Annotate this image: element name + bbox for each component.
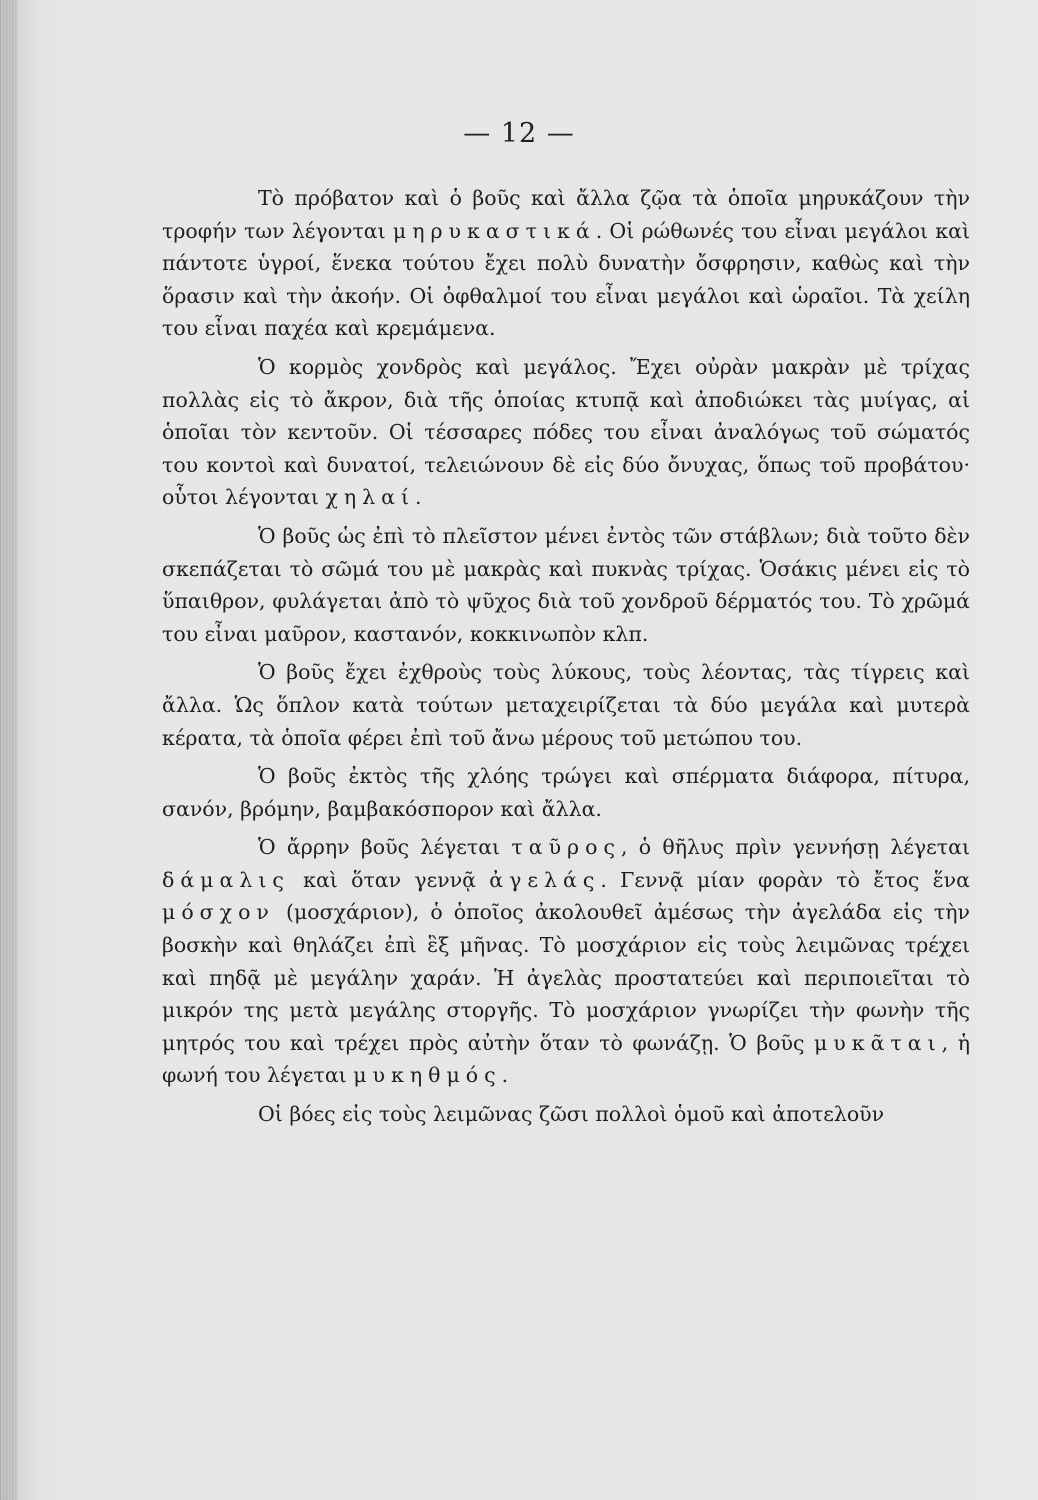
text-run: Ὁ βοῦς ἔχει ἐχθροὺς τοὺς λύκους, τοὺς λέοντας, τὰς τίγρεις καὶ ἄλλα. Ὡς ὅπλον κατὰ τούτων μεταχειρίζεται τὰ δύο μεγάλα καὶ μυτερὰ κέρατα, τὰ ὁποῖα φέρει ἐπὶ τοῦ ἄνω μέρους τοῦ μετώπου του. <box>162 660 970 750</box>
text-run: Οἱ βόες εἰς τοὺς λειμῶνας ζῶσι πολλοὶ ὁμοῦ καὶ ἀποτελοῦν <box>258 1102 885 1127</box>
page-number: — 12 — <box>463 118 575 149</box>
emphasized-term: δάμαλις <box>162 867 290 892</box>
text-run: . <box>415 485 422 510</box>
paragraph <box>162 520 970 650</box>
paragraph <box>162 1098 970 1131</box>
emphasized-term: ταῦρος <box>511 835 621 860</box>
text-run: Ὁ βοῦς ἐκτὸς τῆς χλόης τρώγει καὶ σπέρματα διάφορα, πίτυρα, σανόν, βρόμην, βαμβακόσπορον καὶ ἄλλα. <box>162 764 970 821</box>
emphasized-term: μηρυκαστικά <box>392 218 596 243</box>
text-run: Τὸ πρόβατον καὶ ὁ βοῦς καὶ ἄλλα ζῷα τὰ ὁποῖα μηρυκάζουν τὴν τροφήν των λέγονται <box>162 186 970 243</box>
text-run: . <box>501 1063 509 1088</box>
paragraph <box>162 351 970 514</box>
emphasized-term: μόσχον <box>162 900 275 925</box>
emphasized-term: μυκηθμός <box>353 1063 502 1088</box>
text-run: Ὁ ἄρρην βοῦς λέγεται <box>258 835 512 860</box>
emphasized-term: ἀγελάς <box>489 867 601 892</box>
text-run: . Γεννᾷ μίαν φορὰν τὸ ἔτος ἕνα <box>600 867 970 892</box>
text-run: , ὁ θῆλυς πρὶν γεννήσῃ λέγεται <box>620 835 971 860</box>
page-binding-edge <box>0 0 18 1500</box>
paragraph <box>162 182 970 345</box>
paragraph <box>162 760 970 825</box>
text-run: (μοσχάριον), ὁ ὁποῖος ἀκολουθεῖ ἀμέσως τὴν ἀγελάδα εἰς τὴν βοσκὴν καὶ θηλάζει ἐπὶ ἓξ μῆνας. Τὸ μοσχάριον εἰς τοὺς λειμῶνας τρέχει καὶ πηδᾷ μὲ μεγάλην χαράν. Ἡ ἀγελὰς προστατεύει καὶ περιποιεῖται τὸ μικρόν της μετὰ μεγάλης στοργῆς. Τὸ μοσχάριον γνωρίζει τὴν φωνὴν τῆς μητρός του καὶ τρέχει πρὸς αὐτὴν ὅταν τὸ φωνάζῃ. Ὁ βοῦς <box>162 900 970 1055</box>
emphasized-term: μυκᾶται <box>813 1030 942 1055</box>
paragraph <box>162 831 970 1092</box>
text-run: , ἡ φωνή του λέγεται <box>162 1030 970 1088</box>
text-run: . Οἱ ρώθωνές του εἶναι μεγάλοι καὶ πάντοτε ὑγροί, ἕνεκα τούτου ἔχει πολὺ δυνατὴν ὄσφρησιν, καθὼς καὶ τὴν ὅρασιν καὶ τὴν ἀκοήν. Οἱ ὀφθαλμοί του εἶναι μεγάλοι καὶ ὡραῖοι. Τὰ χείλη του εἶναι παχέα καὶ κρεμάμενα. <box>162 218 970 341</box>
text-run: καὶ ὅταν γεννᾷ <box>289 867 490 892</box>
text-run: Ὁ κορμὸς χονδρὸς καὶ μεγάλος. Ἔχει οὐρὰν μακρὰν μὲ τρίχας πολλὰς εἰς τὸ ἄκρον, διὰ τῆς ὁποίας κτυπᾷ καὶ ἀποδιώκει τὰς μυίγας, αἱ ὁποῖαι τὸν κεντοῦν. Οἱ τέσσαρες πόδες του εἶναι ἀναλόγως τοῦ σώματός του κοντοὶ καὶ δυνατοί, τελειώνουν δὲ εἰς δύο ὄνυχας, ὅπως τοῦ προβάτου· οὗτοι λέγονται <box>162 354 970 510</box>
text-run: Ὁ βοῦς ὡς ἐπὶ τὸ πλεῖστον μένει ἐντὸς τῶν στάβλων; διὰ τοῦτο δὲν σκεπάζεται τὸ σῶμά του μὲ μακρὰς καὶ πυκνὰς τρίχας. Ὁσάκις μένει εἰς τὸ ὕπαιθρον, φυλάγεται ἀπὸ τὸ ψῦχος διὰ τοῦ χονδροῦ δέρματός του. Τὸ χρῶμά του εἶναι μαῦρον, καστανόν, κοκκινωπὸν κλπ. <box>162 523 970 646</box>
body-text <box>162 182 970 1131</box>
paragraph <box>162 656 970 754</box>
emphasized-term: χηλαί <box>325 485 416 510</box>
